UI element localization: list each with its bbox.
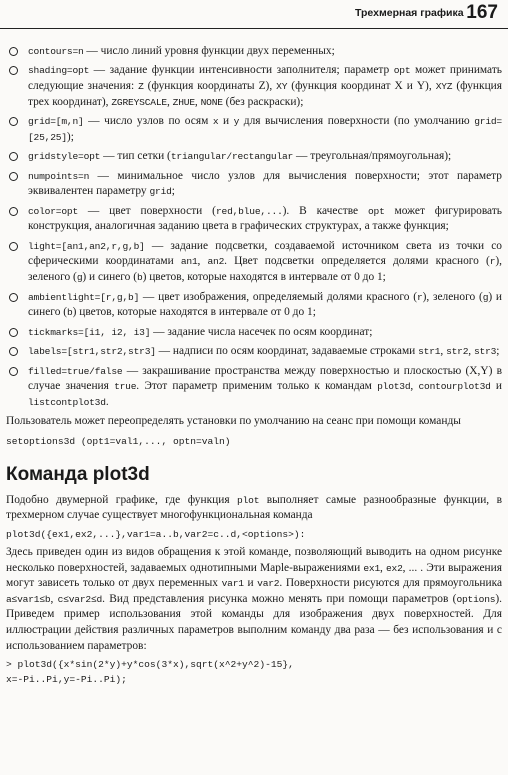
text-run: );	[66, 130, 74, 143]
inline-code: grid=[25,25]	[28, 116, 502, 143]
option-item-labels	[6, 344, 502, 360]
text-run: ,	[380, 561, 386, 574]
text-run: — треугольная/прямоугольная);	[293, 150, 452, 163]
inline-code: opt	[393, 65, 411, 77]
inline-code: c≤var2≤d	[57, 593, 103, 605]
inline-code: XYZ	[435, 81, 453, 93]
text-run: ). Приведем пример использования этой команды для изображения двух поверхностей. Для иллюстрации действия различных параметров выполним команду два раза — без использования и с использованием параметров:	[6, 592, 502, 652]
bullet-circle-icon	[9, 347, 18, 356]
page-header	[0, 0, 508, 29]
text-run: ,	[410, 380, 419, 393]
text-run: и	[218, 115, 234, 128]
text-run: Подобно двумерной графике, где функция	[6, 493, 238, 506]
bullet-circle-icon	[9, 207, 18, 216]
text-run: — задание подсветки, создаваемой источником света из точки со сферическими координатами	[28, 239, 502, 268]
text-run: . Этот параметр применим только к командам	[136, 380, 378, 393]
inline-code: options	[456, 593, 496, 605]
inline-code: Z	[138, 81, 144, 93]
option-item-ambientlight	[6, 290, 502, 321]
section-title: Команда plot3d	[6, 463, 150, 485]
options-list	[6, 44, 502, 410]
text-run: ;	[171, 185, 175, 198]
text-run: и	[243, 577, 258, 590]
text-run: ,	[194, 95, 201, 108]
option-item-tickmarks	[6, 325, 502, 341]
text-run: — закрашивание пространства между поверхностью и плоскостью (X,Y) в случае значения	[28, 364, 502, 393]
bullet-circle-icon	[9, 242, 18, 251]
text-run: . Поверхности рисуются для прямоугольника	[279, 577, 502, 590]
text-run: .	[105, 395, 109, 408]
running-title: Трехмерная графика	[355, 7, 464, 19]
text-run: — цвет изображения, определяемый долями красного (	[139, 290, 418, 303]
text-run: и	[490, 380, 503, 393]
inline-code: plot3d	[377, 381, 411, 393]
option-item-contours	[6, 44, 502, 60]
option-item-shading	[6, 63, 502, 110]
text-run: — число узлов по осям	[83, 115, 213, 128]
inline-code: red,blue,...	[215, 205, 283, 217]
setoptions-code: setoptions3d (opt1=val1,..., optn=valn)	[6, 435, 231, 447]
text-run: . Вид представления рисунка можно менять при помощи параметров (	[102, 592, 457, 605]
inline-code: str1	[418, 346, 441, 358]
text-run: Здесь приведен один из видов обращения к этой команде, позволяющий выводить на одном рисунке несколько поверхностей, задаваемых однотипными Maple-выражениями	[6, 546, 502, 574]
inline-code: a≤var1≤b	[6, 593, 51, 605]
inline-code: r	[417, 291, 423, 303]
option-item-color	[6, 204, 502, 235]
inline-code: light=[an1,an2,r,g,b]	[28, 240, 145, 252]
inline-code: gridstyle=opt	[28, 151, 101, 163]
text-run: — цвет поверхности (	[78, 204, 216, 217]
inline-code: shading=opt	[28, 65, 90, 77]
text-run: . Цвет подсветки определяется долями красного (	[224, 255, 490, 268]
text-run: ) и синего (	[82, 271, 137, 284]
text-run: ,	[197, 255, 208, 268]
inline-code: ZGREYSCALE	[111, 96, 167, 108]
text-run: ), зеленого (	[422, 290, 483, 303]
bullet-circle-icon	[9, 117, 18, 126]
text-run: — число линий уровня функции двух переменных;	[83, 45, 335, 57]
inline-code: color=opt	[28, 205, 79, 217]
text-run: может принимать следующие значения:	[28, 64, 502, 93]
inline-code: grid=[m,n]	[28, 116, 84, 128]
inline-code: true	[114, 381, 137, 393]
text-run: может фигурировать конструкция, аналогичная заданию цвета в графических структурах, а также функция;	[28, 204, 502, 233]
text-run: (без раскраски);	[222, 95, 304, 108]
option-item-light	[6, 239, 502, 286]
inline-code: grid	[149, 186, 172, 198]
bullet-circle-icon	[9, 66, 18, 75]
bullet-circle-icon	[9, 172, 18, 181]
option-item-grid	[6, 114, 502, 145]
text-run: ,	[50, 592, 58, 605]
inline-code: ambientlight=[r,g,b]	[28, 291, 140, 303]
inline-code: ZHUE	[172, 96, 195, 108]
example-code-line-1: > plot3d({x*sin(2*y)+y*cos(3*x),sqrt(x^2+y^2)-15},	[6, 659, 294, 671]
defaults-paragraph: Пользователь может переопределять установки по умолчанию на сеанс при помощи команды	[6, 415, 461, 428]
inline-code: str2	[446, 346, 469, 358]
text-run: ) и синего (	[28, 290, 502, 319]
option-item-filled	[6, 364, 502, 411]
text-run: ,	[440, 345, 447, 358]
inline-code: an2	[207, 256, 225, 268]
text-run: — надписи по осям координат, задаваемые строками	[155, 345, 419, 358]
inline-code: x	[212, 116, 219, 128]
text-run: — задание функции интенсивности заполнителя; параметр	[89, 64, 394, 77]
text-run: выполняет самые разнообразные функции, в трехмерном случае существует многофункциональная команда	[6, 493, 502, 522]
inline-code: tickmarks=[i1, i2, i3]	[28, 326, 151, 338]
option-item-gridstyle	[6, 149, 502, 165]
bullet-circle-icon	[9, 367, 18, 376]
text-run: — тип сетки (	[100, 150, 171, 163]
inline-code: var2	[257, 578, 280, 590]
inline-code: NONE	[200, 96, 223, 108]
plot3d-syntax-code: plot3d({ex1,ex2,...},var1=a..b,var2=c..d,<options>):	[6, 529, 306, 541]
inline-code: str3	[474, 346, 497, 358]
text-run: (функция координат X и Y),	[287, 80, 436, 93]
bullet-circle-icon	[9, 328, 18, 337]
inline-code: opt	[367, 205, 385, 217]
text-run: ,	[468, 345, 474, 358]
inline-code: filled=true/false	[28, 365, 123, 377]
text-run: ) цветов, которые находятся в интервале от 0 до 1;	[72, 306, 316, 319]
text-run: — минимальное число узлов для вычисления поверхности; этот параметр эквивалентен параметру	[28, 169, 502, 198]
bullet-circle-icon	[9, 293, 18, 302]
text-run: (функция трех координат),	[28, 80, 502, 108]
inline-code: triangular/rectangular	[170, 151, 294, 163]
inline-code: plot	[237, 494, 260, 506]
inline-code: an1	[180, 256, 198, 268]
inline-code: contours=n	[28, 46, 84, 57]
text-run: — задание числа насечек по осям координат;	[150, 325, 373, 338]
inline-code: b	[137, 272, 143, 284]
page-number: 167	[466, 2, 498, 23]
text-run: ). В качестве	[282, 204, 368, 217]
bullet-circle-icon	[9, 47, 18, 56]
inline-code: y	[233, 116, 240, 128]
text-run: ) цветов, которые находятся в интервале от 0 до 1;	[142, 271, 386, 284]
example-code-line-2: x=-Pi..Pi,y=-Pi..Pi);	[6, 674, 127, 686]
plot3d-paragraph	[6, 493, 502, 524]
page-content	[6, 44, 502, 687]
inline-code: labels=[str1,str2,str3]	[28, 346, 156, 358]
inline-code: ex2	[385, 562, 403, 574]
inline-code: contourplot3d	[418, 381, 491, 393]
inline-code: var1	[221, 578, 244, 590]
bullet-circle-icon	[9, 152, 18, 161]
inline-code: numpoints=n	[28, 170, 90, 182]
inline-code: listcontplot3d	[28, 396, 106, 408]
text-run: ), зеленого (	[28, 255, 502, 284]
inline-code: g	[76, 272, 83, 284]
inline-code: r	[489, 256, 496, 268]
inline-code: g	[482, 291, 489, 303]
text-run: для вычисления поверхности (по умолчанию	[239, 115, 475, 128]
usage-paragraph	[6, 545, 502, 654]
inline-code: b	[67, 307, 73, 319]
text-run: ,	[166, 95, 173, 108]
inline-code: ex1	[363, 562, 380, 574]
inline-code: XY	[276, 81, 288, 93]
text-run: ;	[496, 345, 500, 358]
option-item-numpoints	[6, 169, 502, 200]
text-run: , ... . Эти выражения могут зависеть только от двух переменных	[6, 561, 502, 590]
text-run: (функция координаты Z),	[143, 80, 277, 93]
